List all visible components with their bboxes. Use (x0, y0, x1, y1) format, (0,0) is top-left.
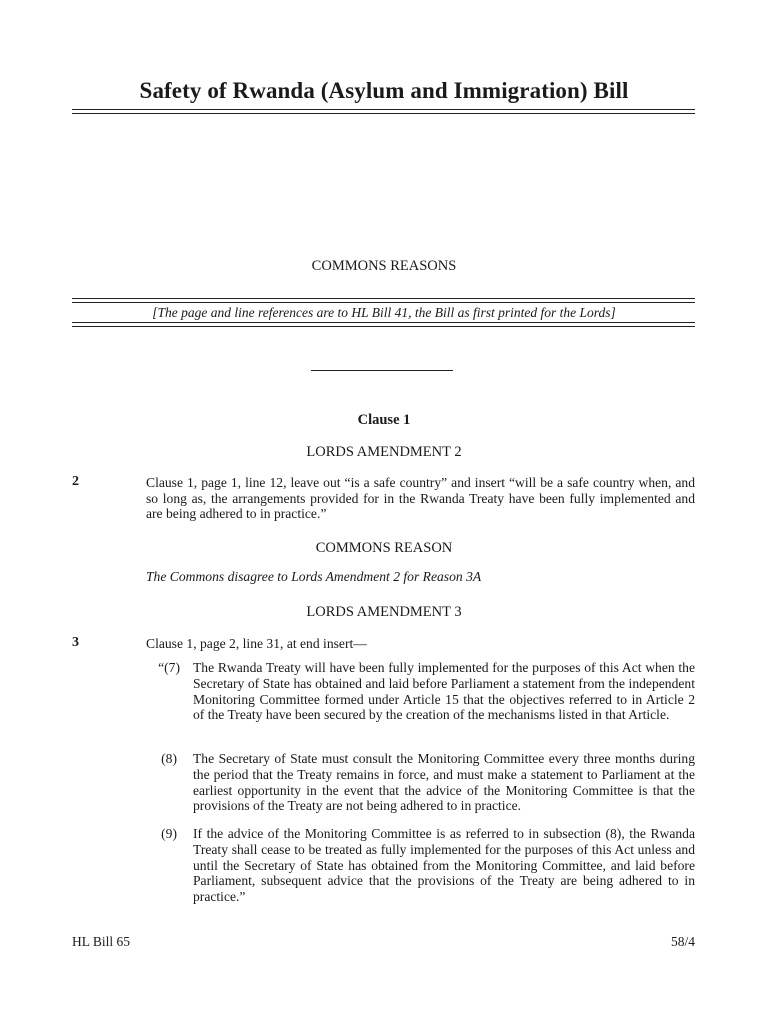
amendment-3-number: 3 (72, 635, 79, 650)
commons-reasons-heading: COMMONS REASONS (311, 258, 457, 274)
commons-reason-heading: COMMONS REASON (315, 540, 453, 556)
footer-page-ref: 58/4 (670, 934, 695, 949)
note-rule-bottom-2 (72, 326, 695, 327)
title-rule-top (72, 109, 695, 110)
clause-heading: Clause 1 (357, 412, 411, 428)
document-title: Safety of Rwanda (Asylum and Immigration) Bill (139, 78, 629, 103)
commons-reason-text: The Commons disagree to Lords Amendment 2 for Reason 3A (146, 569, 482, 584)
subsection-8-number: (8) (161, 751, 177, 766)
note-rule-top-2 (72, 302, 695, 303)
amendment-2-text: Clause 1, page 1, line 12, leave out “is a safe country” and insert “will be a safe country when, and so long as, the arrangements provided for in the Rwanda Treaty have been fully implemented and are being adhered to in practice.” (146, 475, 695, 522)
note-rule-bottom-1 (72, 322, 695, 323)
reference-note: [The page and line references are to HL Bill 41, the Bill as first printed for the Lords] (152, 305, 616, 320)
lords-amendment-2-heading: LORDS AMENDMENT 2 (306, 444, 462, 460)
amendment-3-intro: Clause 1, page 2, line 31, at end insert— (146, 636, 367, 651)
subsection-9-number: (9) (161, 826, 177, 841)
subsection-8-text: The Secretary of State must consult the Monitoring Committee every three months during the period that the Treaty remains in force, and must make a statement to Parliament at the earliest opportunity in the event that the advice of the Monitoring Committee is that the provisions of the Treaty are not being adhered to in practice. (193, 751, 695, 814)
separator-rule (311, 370, 453, 371)
footer-bill-number: HL Bill 65 (72, 934, 131, 949)
note-rule-top-1 (72, 298, 695, 299)
subsection-7-number: “(7) (158, 660, 180, 675)
subsection-9-text: If the advice of the Monitoring Committee is as referred to in subsection (8), the Rwanda Treaty shall cease to be treated as fully implemented for the purposes of this Act unless and until the Secretary of State has obtained from the Monitoring Committee, and laid before Parliament, subsequent advice that the provisions of the Treaty are being adhered to in practice.” (193, 826, 695, 905)
amendment-2-number: 2 (72, 474, 79, 489)
title-rule-bottom (72, 113, 695, 114)
subsection-7-text: The Rwanda Treaty will have been fully implemented for the purposes of this Act when the Secretary of State has obtained and laid before Parliament a statement from the independent Monitoring Committee formed under Article 15 that the objectives referred to in Article 2 of the Treaty have been secured by the creation of the mechanisms listed in that Article. (193, 660, 695, 723)
lords-amendment-3-heading: LORDS AMENDMENT 3 (306, 604, 462, 620)
